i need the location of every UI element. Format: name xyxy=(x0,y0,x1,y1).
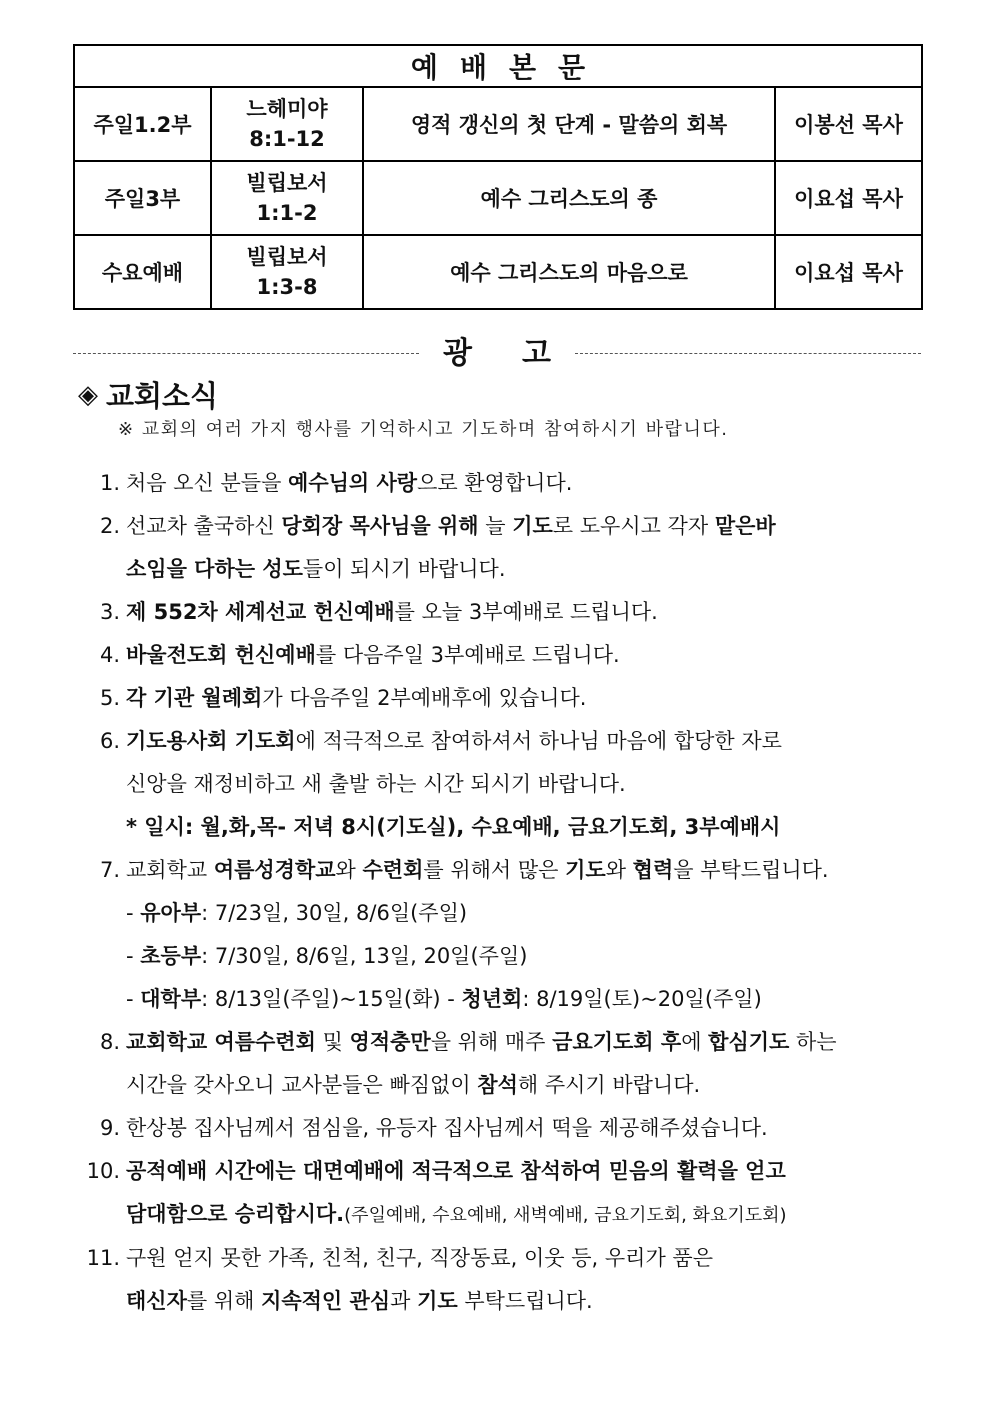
notice-text: - xyxy=(126,901,141,925)
notice-line xyxy=(126,505,932,548)
notice-body xyxy=(126,1237,932,1323)
emphasis-text: 당회장 목사님을 위해 xyxy=(281,514,479,538)
notice-text: 처음 오신 분들을 xyxy=(126,471,289,495)
notice-header xyxy=(73,330,921,370)
notice-line xyxy=(126,462,932,505)
notice-item xyxy=(72,462,932,505)
emphasis-text: 대학부 xyxy=(140,987,202,1011)
worship-row xyxy=(74,235,922,309)
notice-line xyxy=(126,1150,932,1193)
notice-text: - xyxy=(126,987,141,1011)
scripture: 느헤미야 8:1-12 xyxy=(211,87,363,161)
emphasis-text: 예수님의 사랑 xyxy=(288,471,418,495)
emphasis-text: 각 기관 월례회 xyxy=(126,686,263,710)
notice-text: : 8/13일(주일)~15일(화) - xyxy=(201,987,462,1011)
notice-text: : 7/23일, 30일, 8/6일(주일) xyxy=(201,901,468,925)
notice-body xyxy=(126,1150,932,1237)
emphasis-text: 맡은바 xyxy=(714,514,776,538)
notice-text: 및 xyxy=(315,1030,350,1054)
notice-number: 8. xyxy=(99,1030,120,1054)
notice-body xyxy=(126,1021,932,1107)
notice-text: 를 위해서 많은 xyxy=(423,858,566,882)
notice-item xyxy=(72,1150,932,1237)
emphasis-text: 수련회 xyxy=(362,858,424,882)
notice-text: - xyxy=(126,944,141,968)
notice-line xyxy=(126,634,932,677)
emphasis-text: 기도용사회 기도회 xyxy=(126,729,296,753)
notice-text: (주일예배, 수요예배, 새벽예배, 금요기도회, 화요기도회) xyxy=(344,1205,787,1226)
notice-body xyxy=(126,677,932,720)
emphasis-text: 기도 xyxy=(565,858,606,882)
notice-number: 5. xyxy=(99,686,120,710)
notice-line xyxy=(126,978,932,1021)
notice-text: 선교차 출국하신 xyxy=(126,514,282,538)
notice-number: 1. xyxy=(99,471,120,495)
notice-body xyxy=(126,505,932,591)
divider-left xyxy=(73,353,419,354)
notice-item xyxy=(72,634,932,677)
notice-line xyxy=(126,1064,932,1107)
section-title: 교회소식 xyxy=(106,379,219,413)
notice-text: 를 다음주일 3부예배로 드립니다. xyxy=(315,643,620,667)
notice-item xyxy=(72,1237,932,1323)
notice-item xyxy=(72,677,932,720)
emphasis-text: 합심기도 xyxy=(708,1030,790,1054)
emphasis-text: 금요기도회 후 xyxy=(552,1030,682,1054)
notice-text: 해 주시기 바랍니다. xyxy=(517,1073,701,1097)
section-heading xyxy=(78,374,218,415)
notice-text: 늘 xyxy=(478,514,513,538)
emphasis-text: 유아부 xyxy=(140,901,202,925)
notice-text: 구원 얻지 못한 가족, 친척, 친구, 직장동료, 이웃 등, 우리가 품은 xyxy=(126,1246,713,1270)
notice-line xyxy=(126,1280,932,1323)
pastor-name: 이요섭 목사 xyxy=(775,161,922,235)
emphasis-text: 여름성경학교 xyxy=(213,858,336,882)
notice-text: 를 오늘 3부예배로 드립니다. xyxy=(394,600,658,624)
scripture: 빌립보서 1:3-8 xyxy=(211,235,363,309)
notice-text: 하는 xyxy=(789,1030,837,1054)
notice-number: 9. xyxy=(99,1116,120,1140)
pastor-name: 이봉선 목사 xyxy=(775,87,922,161)
worship-table-title: 예배본문 xyxy=(74,45,922,87)
emphasis-text: 바울전도회 헌신예배 xyxy=(126,643,316,667)
emphasis-text: 공적예배 시간에는 대면예배에 적극적으로 참석하여 믿음의 활력을 얻고 xyxy=(126,1159,786,1183)
emphasis-text: 기도 xyxy=(512,514,553,538)
pastor-name: 이요섭 목사 xyxy=(775,235,922,309)
emphasis-text: * 일시: 월,화,목- 저녁 8시(기도실), 수요예배, 금요기도회, 3부예배시 xyxy=(126,815,781,839)
emphasis-text: 참석 xyxy=(477,1073,518,1097)
notice-number: 7. xyxy=(99,858,120,882)
notice-number: 6. xyxy=(99,729,120,753)
worship-schedule-table xyxy=(73,44,923,310)
notice-body xyxy=(126,462,932,505)
notice-list xyxy=(72,462,932,1323)
notice-item xyxy=(72,1107,932,1150)
scripture: 빌립보서 1:1-2 xyxy=(211,161,363,235)
notice-text: 한상봉 집사님께서 점심을, 유등자 집사님께서 떡을 제공해주셨습니다. xyxy=(126,1116,768,1140)
service-name: 주일1.2부 xyxy=(74,87,211,161)
notice-line xyxy=(126,720,932,763)
emphasis-text: 지속적인 관심 xyxy=(261,1289,391,1313)
notice-item xyxy=(72,591,932,634)
emphasis-text: 협력 xyxy=(632,858,674,882)
notice-number: 10. xyxy=(86,1159,120,1183)
notice-text: : 8/19일(토)~20일(주일) xyxy=(522,987,762,1011)
notice-text: 로 도우시고 각자 xyxy=(552,514,715,538)
diamond-icon: ◈ xyxy=(78,379,98,410)
notice-line xyxy=(126,806,932,849)
emphasis-text: 기도 xyxy=(417,1289,458,1313)
notice-text: 신앙을 재정비하고 새 출발 하는 시간 되시기 바랍니다. xyxy=(126,772,626,796)
sermon-title: 영적 갱신의 첫 단계 - 말씀의 회복 xyxy=(363,87,775,161)
notice-item xyxy=(72,505,932,591)
notice-text: : 7/30일, 8/6일, 13일, 20일(주일) xyxy=(201,944,528,968)
service-name: 주일3부 xyxy=(74,161,211,235)
emphasis-text: 제 552차 세계선교 헌신예배 xyxy=(126,600,395,624)
notice-line xyxy=(126,1107,932,1150)
notice-text: 에 적극적으로 참여하셔서 하나님 마음에 합당한 자로 xyxy=(295,729,782,753)
notice-text: 으로 환영합니다. xyxy=(417,471,573,495)
emphasis-text: 영적충만 xyxy=(349,1030,431,1054)
notice-number: 11. xyxy=(86,1246,120,1270)
worship-row xyxy=(74,87,922,161)
sermon-title: 예수 그리스도의 종 xyxy=(363,161,775,235)
notice-text: 부탁드립니다. xyxy=(457,1289,593,1313)
notice-item xyxy=(72,849,932,1021)
notice-text: 와 xyxy=(335,858,363,882)
section-note: ※ 교회의 여러 가지 행사를 기억하시고 기도하며 참여하시기 바랍니다. xyxy=(118,419,729,440)
notice-text: 들이 되시기 바랍니다. xyxy=(302,557,506,581)
notice-text: 가 다음주일 2부예배후에 있습니다. xyxy=(262,686,587,710)
emphasis-text: 소임을 다하는 성도 xyxy=(126,557,303,581)
notice-text: 을 위해 매주 xyxy=(430,1030,553,1054)
notice-line xyxy=(126,935,932,978)
service-name: 수요예배 xyxy=(74,235,211,309)
notice-text: 교회학교 xyxy=(126,858,214,882)
notice-text: 에 xyxy=(681,1030,709,1054)
notice-item xyxy=(72,1021,932,1107)
notice-text: 을 부탁드립니다. xyxy=(673,858,829,882)
worship-row xyxy=(74,161,922,235)
sermon-title: 예수 그리스도의 마음으로 xyxy=(363,235,775,309)
notice-body xyxy=(126,634,932,677)
notice-text: 과 xyxy=(390,1289,418,1313)
notice-body xyxy=(126,591,932,634)
notice-body xyxy=(126,1107,932,1150)
notice-line xyxy=(126,892,932,935)
notice-text: 와 xyxy=(605,858,633,882)
emphasis-text: 교회학교 여름수련회 xyxy=(126,1030,316,1054)
notice-line xyxy=(126,1237,932,1280)
divider-right xyxy=(575,353,921,354)
notice-number: 3. xyxy=(99,600,120,624)
notice-item xyxy=(72,720,932,849)
notice-text: 시간을 갖사오니 교사분들은 빠짐없이 xyxy=(126,1073,478,1097)
notice-line xyxy=(126,1193,932,1237)
emphasis-text: 태신자 xyxy=(126,1289,187,1313)
notice-line xyxy=(126,591,932,634)
notice-line xyxy=(126,548,932,591)
notice-line xyxy=(126,763,932,806)
notice-number: 2. xyxy=(99,514,120,538)
notice-number: 4. xyxy=(99,643,120,667)
notice-line xyxy=(126,677,932,720)
notice-line xyxy=(126,1021,932,1064)
notice-body xyxy=(126,849,932,1021)
notice-text: 를 위해 xyxy=(186,1289,262,1313)
notice-line xyxy=(126,849,932,892)
emphasis-text: 담대함으로 승리합시다. xyxy=(126,1202,345,1226)
emphasis-text: 청년회 xyxy=(461,987,523,1011)
notice-body xyxy=(126,720,932,849)
emphasis-text: 초등부 xyxy=(140,944,202,968)
notice-title: 광고 xyxy=(443,336,601,371)
